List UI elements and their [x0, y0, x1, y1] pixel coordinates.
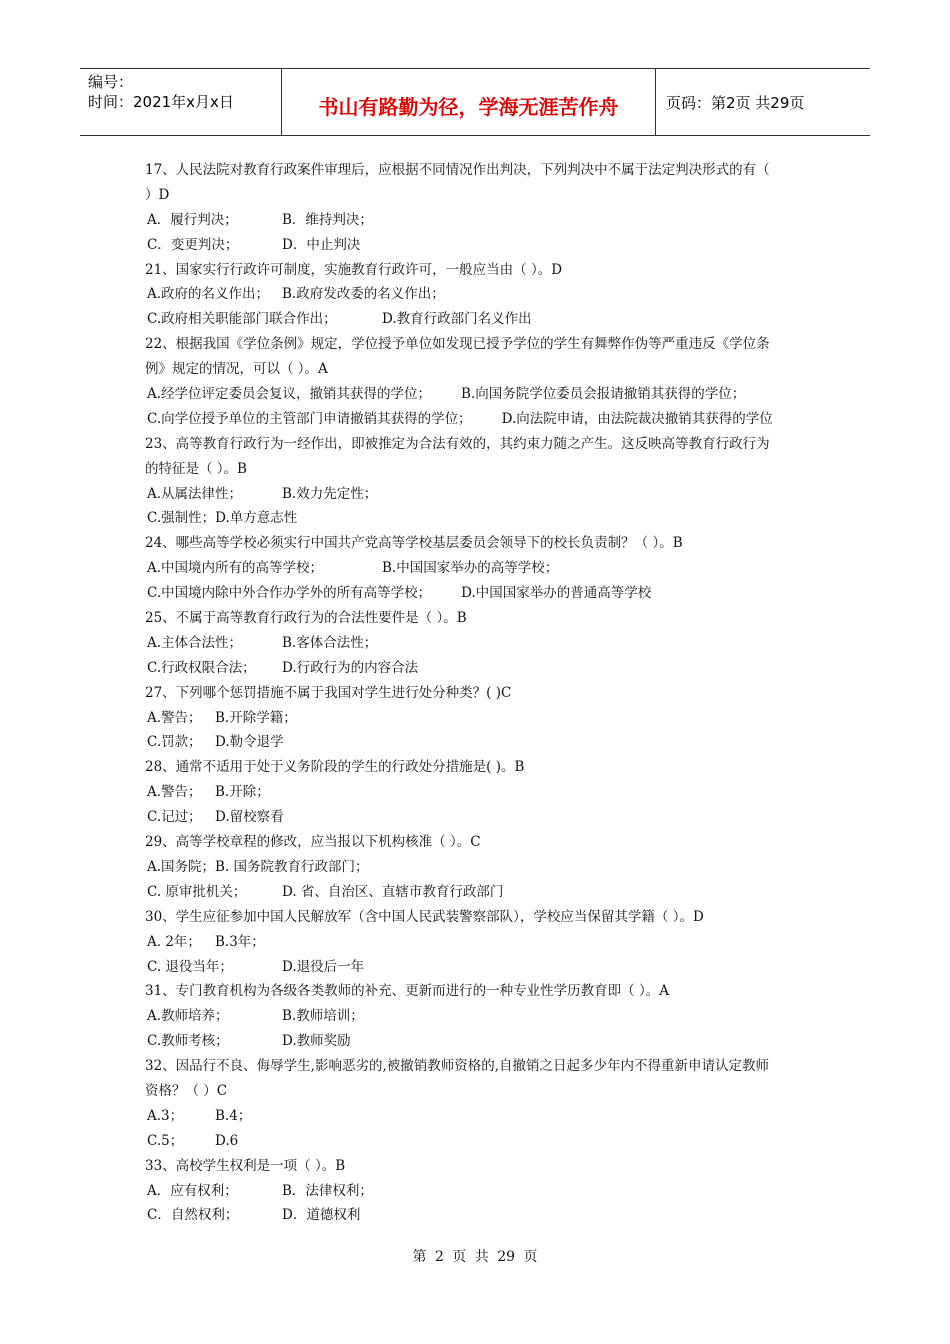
- option-text: A．履行判决；: [147, 211, 238, 228]
- option-text: A.国务院；: [147, 858, 216, 875]
- option-line: [145, 233, 810, 258]
- option-text: C.向学位授予单位的主管部门申请撤销其获得的学位；: [147, 410, 472, 427]
- option-text: A.中国境内所有的高等学校；: [147, 560, 324, 577]
- option-text: C．变更判决；: [147, 236, 239, 253]
- option-text: D.退役后一年: [282, 958, 365, 975]
- option-line: [145, 805, 810, 830]
- option-text: B.开除；: [215, 784, 270, 801]
- option-text: B.中国国家举办的高等学校；: [382, 560, 559, 577]
- option-text: D.行政行为的内容合法: [282, 659, 419, 676]
- option-text: D.留校察看: [215, 809, 284, 826]
- question-line: 例》规定的情况，可以（ ）。A: [145, 361, 328, 378]
- option-line: [145, 1129, 810, 1154]
- option-text: C.中国境内除中外合作办学外的所有高等学校；: [147, 585, 432, 602]
- option-text: D.6: [215, 1132, 239, 1149]
- option-line: [145, 208, 810, 233]
- option-line: [145, 1203, 810, 1228]
- option-text: B. 国务院教育行政部门；: [215, 858, 369, 875]
- option-text: D.教育行政部门名义作出: [382, 311, 532, 328]
- option-text: C．自然权利；: [147, 1207, 239, 1224]
- option-line: [145, 1029, 810, 1054]
- option-text: A.从属法律性；: [147, 485, 243, 502]
- option-line: [145, 656, 810, 681]
- option-text: C.记过；: [147, 809, 202, 826]
- option-text: A.主体合法性；: [147, 634, 243, 651]
- option-line: [145, 1004, 810, 1029]
- page-header: [80, 68, 870, 136]
- option-line: [145, 407, 810, 432]
- option-text: C.政府相关职能部门联合作出；: [147, 311, 337, 328]
- option-line: [145, 631, 810, 656]
- option-line: [145, 581, 810, 606]
- option-text: B.政府发改委的名义作出；: [282, 286, 445, 303]
- header-page-info: 页码：第2页 共29页: [666, 93, 805, 112]
- option-text: B.4；: [215, 1107, 252, 1124]
- option-line: [145, 706, 810, 731]
- option-line: [145, 307, 810, 332]
- question-line: 30、学生应征参加中国人民解放军（含中国人民武装警察部队），学校应当保留其学籍（ ）。D: [145, 908, 704, 925]
- option-text: A.警告；: [147, 784, 202, 801]
- option-text: C.行政权限合法；: [147, 659, 256, 676]
- option-text: B.教师培训；: [282, 1008, 364, 1025]
- option-text: B．维持判决；: [282, 211, 373, 228]
- question-line: 29、高等学校章程的修改，应当报以下机构核准（ ）。C: [145, 834, 481, 851]
- option-text: A.3；: [147, 1107, 184, 1124]
- option-text: D．道德权利: [282, 1207, 361, 1224]
- option-text: C.强制性；: [147, 510, 216, 527]
- question-line: 17、人民法院对教育行政案件审理后，应根据不同情况作出判决，下列判决中不属于法定判决形式的有（: [145, 162, 770, 178]
- question-line: 31、专门教育机构为各级各类教师的补充、更新而进行的一种专业性学历教育即（ ）。A: [145, 983, 669, 1000]
- option-text: A．应有权利；: [147, 1182, 238, 1199]
- document-number-label: 编号：: [88, 73, 134, 91]
- option-text: D.中国国家举办的普通高等学校: [461, 585, 652, 602]
- option-text: B.客体合法性；: [282, 634, 378, 651]
- option-line: [145, 855, 810, 880]
- option-line: [145, 482, 810, 507]
- option-text: B．法律权利；: [282, 1182, 373, 1199]
- option-text: C. 原审批机关；: [147, 883, 247, 900]
- option-text: C.罚款；: [147, 734, 202, 751]
- question-line: 28、通常不适用于处于义务阶段的学生的行政处分措施是( )。B: [145, 759, 525, 776]
- option-text: B.开除学籍；: [215, 709, 297, 726]
- option-line: [145, 382, 810, 407]
- question-line: 25、不属于高等教育行政行为的合法性要件是（ ）。B: [145, 610, 467, 627]
- option-text: A. 2年；: [147, 933, 201, 950]
- question-line: ）D: [145, 186, 170, 203]
- option-line: [145, 1104, 810, 1129]
- option-text: D.教师奖励: [282, 1033, 351, 1050]
- option-text: D.勒令退学: [215, 734, 284, 751]
- question-line: 24、哪些高等学校必须实行中国共产党高等学校基层委员会领导下的校长负责制？（ ）。B: [145, 535, 683, 552]
- option-text: A.政府的名义作出；: [147, 286, 270, 303]
- option-text: C.5；: [147, 1132, 184, 1149]
- option-text: D.单方意志性: [215, 510, 298, 527]
- option-line: [145, 880, 810, 905]
- option-line: [145, 780, 810, 805]
- header-motto: 书山有路勤为径，学海无涯苦作舟: [282, 69, 656, 135]
- option-line: [145, 1179, 810, 1204]
- option-line: [145, 556, 810, 581]
- option-text: B.效力先定性；: [282, 485, 378, 502]
- header-meta: [80, 69, 282, 135]
- option-line: [145, 730, 810, 755]
- option-text: D．中止判决: [282, 236, 361, 253]
- option-text: A.经学位评定委员会复议，撤销其获得的学位；: [147, 386, 432, 403]
- question-line: 的特征是（ ）。B: [145, 460, 247, 477]
- option-text: D.向法院申请，由法院裁决撤销其获得的学位: [501, 410, 773, 427]
- option-text: A.警告；: [147, 709, 202, 726]
- option-text: C. 退役当年；: [147, 958, 233, 975]
- question-line: 32、因品行不良、侮辱学生,影响恶劣的,被撤销教师资格的,自撤销之日起多少年内不得重新申请认定教师: [145, 1058, 770, 1075]
- question-line: 23、高等教育行政行为一经作出，即被推定为合法有效的，其约束力随之产生。这反映高等教育行政行为: [145, 435, 770, 452]
- option-line: [145, 506, 810, 531]
- question-list: [145, 158, 810, 1228]
- question-line: 资格？（ ）C: [145, 1082, 228, 1099]
- question-line: 22、根据我国《学位条例》规定，学位授予单位如发现已授予学位的学生有舞弊作伪等严重违反《学位条: [145, 336, 770, 353]
- option-line: [145, 282, 810, 307]
- question-line: 33、高校学生权利是一项（ ）。B: [145, 1157, 346, 1174]
- option-text: C.教师考核；: [147, 1033, 229, 1050]
- option-line: [145, 955, 810, 980]
- option-text: D. 省、自治区、直辖市教育行政部门: [282, 883, 504, 900]
- option-text: B.3年；: [215, 933, 265, 950]
- document-time-label: 时间：2021年x月x日: [88, 93, 234, 111]
- option-line: [145, 930, 810, 955]
- option-text: B.向国务院学位委员会报请撤销其获得的学位；: [461, 386, 746, 403]
- question-line: 21、国家实行行政许可制度，实施教育行政许可，一般应当由（ ）。D: [145, 261, 563, 278]
- option-text: A.教师培养；: [147, 1008, 229, 1025]
- question-line: 27、下列哪个惩罚措施不属于我国对学生进行处分种类？( )C: [145, 684, 512, 701]
- page-footer: 第 2 页 共 29 页: [412, 1249, 538, 1265]
